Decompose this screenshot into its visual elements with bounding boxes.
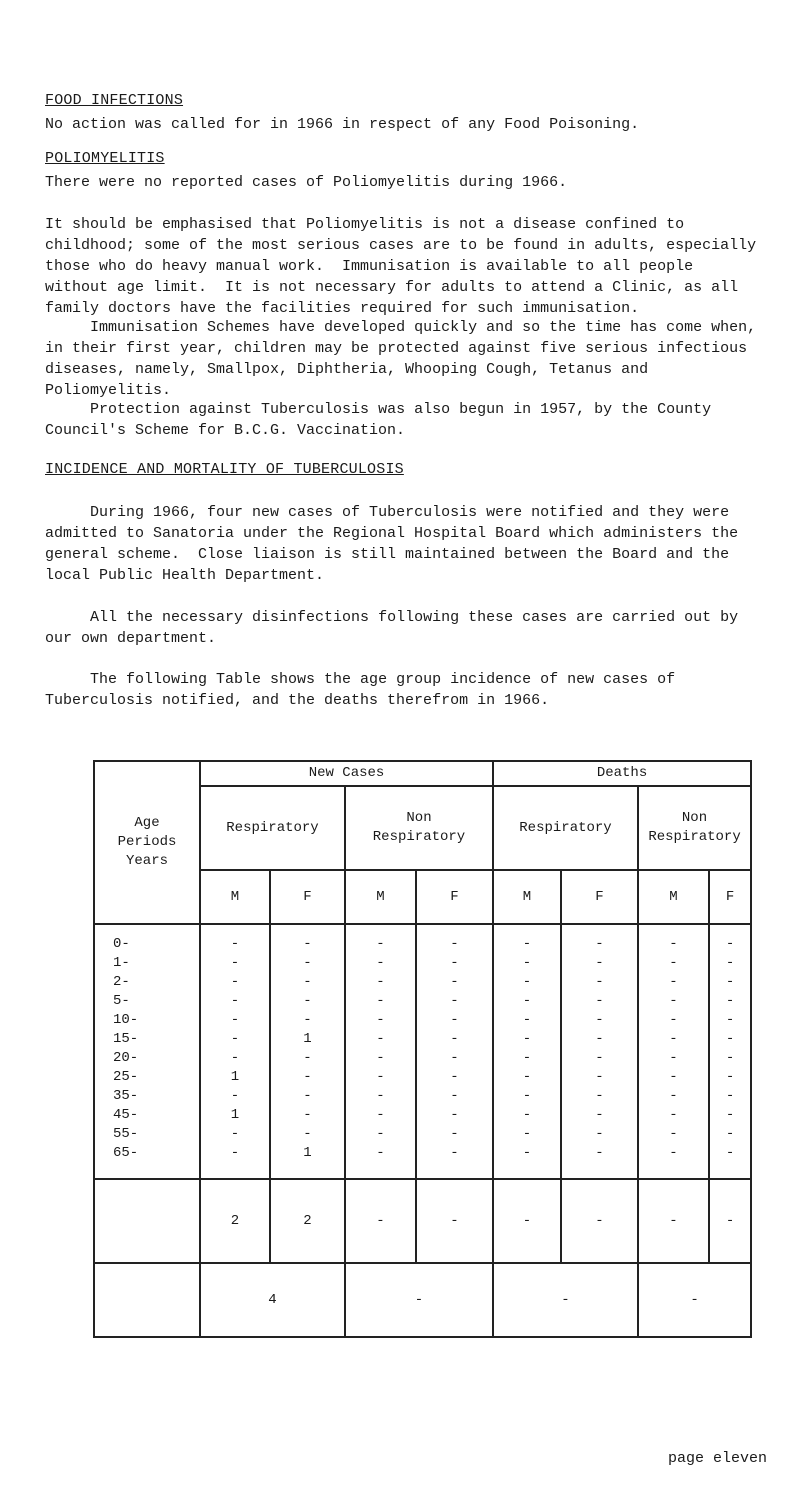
table-cell: - — [230, 993, 240, 1010]
table-cell: - — [376, 1031, 385, 1048]
table-cell: - — [376, 1069, 385, 1086]
table-cell: 1 — [230, 1107, 240, 1124]
age-group-label: 2- — [113, 974, 130, 991]
table-cell: - — [450, 955, 459, 972]
age-group-label: 15- — [113, 1031, 139, 1048]
table-cell: - — [376, 974, 385, 991]
table-cell: - — [450, 1050, 459, 1067]
table-cell: - — [376, 1107, 385, 1124]
table-cell: - — [522, 1126, 532, 1143]
table-cell: - — [669, 1126, 678, 1143]
table-cell: - — [669, 974, 678, 991]
table-cell: - — [450, 1069, 459, 1086]
table-cell: 1 — [303, 1145, 312, 1162]
heading-poliomyelitis: POLIOMYELITIS — [45, 150, 165, 167]
table-cell: - — [669, 993, 678, 1010]
table-cell: - — [595, 1050, 604, 1067]
age-group-label: 0- — [113, 936, 130, 953]
table-cell: - — [725, 1145, 735, 1162]
table-cell: - — [669, 1088, 678, 1105]
table-cell: - — [522, 974, 532, 991]
table-cell: - — [450, 1126, 459, 1143]
table-cell: - — [376, 955, 385, 972]
table-cell: 1 — [230, 1069, 240, 1086]
age-group-label: 1- — [113, 955, 130, 972]
table-cell: - — [595, 1012, 604, 1029]
table-cell: - — [522, 993, 532, 1010]
table-cell: - — [522, 1145, 532, 1162]
table-cell: - — [669, 1050, 678, 1067]
table-cell: - — [376, 936, 385, 953]
tuberculosis-table — [93, 760, 752, 1338]
paragraph-tb-1: During 1966, four new cases of Tuberculosis were notified and they were admitted to Sanatoria under the Regional Hospital Board which administers the general scheme. Close liaison is still maintained between the Board and the local Public Health Department. — [45, 504, 748, 584]
table-cell: - — [669, 1107, 678, 1124]
table-cell: - — [669, 955, 678, 972]
table-cell: - — [450, 1012, 459, 1029]
table-cell: - — [725, 1107, 735, 1124]
table-cell: - — [595, 993, 604, 1010]
table-cell: - — [595, 974, 604, 991]
age-group-label: 55- — [113, 1126, 139, 1143]
table-cell: - — [303, 974, 312, 991]
header-new-respiratory: Respiratory — [200, 786, 345, 871]
col-new-nonresp-m — [345, 924, 416, 1179]
table-cell: - — [669, 1145, 678, 1162]
table-cell: - — [303, 1050, 312, 1067]
table-cell: - — [522, 1107, 532, 1124]
col-new-nonresp-f — [416, 924, 493, 1179]
age-group-label: 35- — [113, 1088, 139, 1105]
table-cell: - — [669, 936, 678, 953]
total-new-nonresp-f: - — [416, 1179, 493, 1263]
grand-total-new-nonresp: - — [345, 1263, 493, 1337]
col-deaths-resp-m — [493, 924, 561, 1179]
table-cell: - — [230, 955, 240, 972]
total-deaths-resp-m: - — [493, 1179, 561, 1263]
table-cell: - — [450, 1145, 459, 1162]
col-deaths-resp-f — [561, 924, 638, 1179]
table-cell: - — [230, 936, 240, 953]
table-cell: - — [725, 974, 735, 991]
header-deaths-respiratory: Respiratory — [493, 786, 638, 871]
table-cell: - — [595, 1126, 604, 1143]
header-sex-m: M — [200, 870, 270, 924]
grand-total-new-resp: 4 — [200, 1263, 345, 1337]
table-cell: - — [230, 974, 240, 991]
header-sex-f: F — [270, 870, 345, 924]
age-group-label: 65- — [113, 1145, 139, 1162]
table-cell: - — [725, 955, 735, 972]
total-deaths-nonresp-m: - — [638, 1179, 709, 1263]
table-cell: - — [725, 1012, 735, 1029]
age-list — [94, 924, 200, 1179]
table-cell: - — [522, 1050, 532, 1067]
table-cell: - — [303, 1069, 312, 1086]
paragraph-polio-4: Protection against Tuberculosis was also begun in 1957, by the County Council's Scheme for B.C.G. Vaccination. — [45, 401, 721, 439]
grand-total-deaths-resp: - — [493, 1263, 638, 1337]
table-cell: - — [669, 1031, 678, 1048]
header-deaths-non-respiratory: Non Respiratory — [638, 786, 751, 871]
table-cell: - — [303, 993, 312, 1010]
age-group-label: 45- — [113, 1107, 139, 1124]
total-new-resp-f: 2 — [270, 1179, 345, 1263]
table-cell: - — [450, 993, 459, 1010]
header-sex-m: M — [493, 870, 561, 924]
table-cell: - — [725, 1031, 735, 1048]
table-cell: - — [595, 1107, 604, 1124]
table-cell: - — [522, 1031, 532, 1048]
total-new-resp-m: 2 — [200, 1179, 270, 1263]
header-sex-m: M — [638, 870, 709, 924]
header-deaths: Deaths — [493, 761, 751, 786]
table-cell: - — [595, 1069, 604, 1086]
table-cell: - — [303, 1126, 312, 1143]
table-cell: - — [303, 936, 312, 953]
paragraph-polio-2: It should be emphasised that Poliomyelitis is not a disease confined to childhood; some of the most serious cases are to be found in adults, especially those who do heavy manual work. Immunisation is available to all people without age limit. It is not necessary for adults to attend a Clinic, as all family doctors have the facilities required for such immunisation. — [45, 216, 766, 317]
table-cell: - — [595, 1031, 604, 1048]
table-cell: - — [376, 1012, 385, 1029]
paragraph-polio-3: Immunisation Schemes have developed quickly and so the time has come when, in their first year, children may be protected against five serious infectious diseases, namely, Smallpox, Diphtheria, Whooping Cough, Tetanus and Poliomyelitis. — [45, 319, 766, 399]
total-new-nonresp-m: - — [345, 1179, 416, 1263]
col-deaths-nonresp-m — [638, 924, 709, 1179]
table-cell: - — [303, 1012, 312, 1029]
table-cell: - — [725, 1126, 735, 1143]
table-cell: - — [450, 1031, 459, 1048]
paragraph-polio-1: There were no reported cases of Poliomyelitis during 1966. — [45, 174, 568, 191]
table-cell: - — [303, 1107, 312, 1124]
age-group-label: 20- — [113, 1050, 139, 1067]
table-cell: - — [522, 936, 532, 953]
table-cell: - — [725, 993, 735, 1010]
table-cell: - — [376, 1050, 385, 1067]
col-new-resp-f — [270, 924, 345, 1179]
paragraph-tb-2: All the necessary disinfections following these cases are carried out by our own department. — [45, 609, 748, 647]
table-cell: - — [522, 1088, 532, 1105]
col-new-resp-m — [200, 924, 270, 1179]
header-new-cases: New Cases — [200, 761, 493, 786]
table-cell: - — [595, 1088, 604, 1105]
totals-label — [94, 1179, 200, 1263]
paragraph-tb-3: The following Table shows the age group incidence of new cases of Tuberculosis notified, and the deaths therefrom in 1966. — [45, 671, 685, 709]
table-cell: - — [669, 1012, 678, 1029]
table-cell: - — [522, 1069, 532, 1086]
table-cell: - — [450, 1088, 459, 1105]
col-deaths-nonresp-f — [709, 924, 751, 1179]
table-cell: - — [230, 1031, 240, 1048]
header-sex-m: M — [345, 870, 416, 924]
header-new-non-respiratory: Non Respiratory — [345, 786, 493, 871]
heading-food-infections: FOOD INFECTIONS — [45, 92, 184, 109]
table-cell: - — [376, 1088, 385, 1105]
table-cell: - — [450, 936, 459, 953]
table-cell: - — [522, 955, 532, 972]
table-cell: - — [376, 993, 385, 1010]
table-cell: - — [450, 1107, 459, 1124]
age-group-label: 5- — [113, 993, 130, 1010]
table-cell: - — [595, 1145, 604, 1162]
table-cell: - — [669, 1069, 678, 1086]
table-cell: - — [595, 955, 604, 972]
table-cell: - — [230, 1050, 240, 1067]
page-number: page eleven — [668, 1450, 768, 1467]
table-cell: - — [595, 936, 604, 953]
header-sex-f: F — [416, 870, 493, 924]
table-cell: - — [450, 974, 459, 991]
table-cell: - — [376, 1126, 385, 1143]
age-group-label: 25- — [113, 1069, 139, 1086]
grand-totals-label — [94, 1263, 200, 1337]
table-cell: - — [376, 1145, 385, 1162]
table-cell: - — [303, 955, 312, 972]
table-cell: - — [230, 1012, 240, 1029]
header-sex-f: F — [561, 870, 638, 924]
table-cell: - — [230, 1088, 240, 1105]
table-cell: - — [725, 936, 735, 953]
paragraph-food: No action was called for in 1966 in respect of any Food Poisoning. — [45, 116, 640, 133]
table-cell: 1 — [303, 1031, 312, 1048]
table-cell: - — [230, 1145, 240, 1162]
total-deaths-nonresp-f: - — [709, 1179, 751, 1263]
table-cell: - — [522, 1012, 532, 1029]
header-age-periods: Age Periods Years — [94, 761, 200, 924]
grand-total-deaths-nonresp: - — [638, 1263, 751, 1337]
total-deaths-resp-f: - — [561, 1179, 638, 1263]
table-cell: - — [725, 1050, 735, 1067]
table-cell: - — [725, 1088, 735, 1105]
table-cell: - — [230, 1126, 240, 1143]
table-cell: - — [725, 1069, 735, 1086]
header-sex-f: F — [709, 870, 751, 924]
table-cell: - — [303, 1088, 312, 1105]
heading-tuberculosis: INCIDENCE AND MORTALITY OF TUBERCULOSIS — [45, 461, 404, 478]
age-group-label: 10- — [113, 1012, 139, 1029]
